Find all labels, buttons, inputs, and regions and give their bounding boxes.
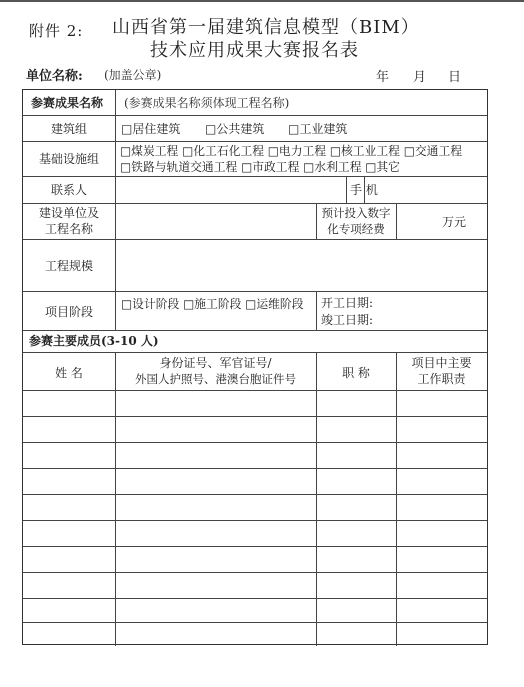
row-divider — [23, 494, 487, 495]
row-divider — [23, 416, 487, 417]
builder-label-line1: 建设单位及 — [38, 206, 99, 220]
row-divider — [23, 468, 487, 469]
builder-label-line2: 工程名称 — [44, 222, 93, 236]
attachment-label: 附件 2: — [29, 22, 84, 40]
investment-label-line1: 预计投入数字 — [321, 206, 391, 220]
checkbox-public-building[interactable]: □公共建筑 — [205, 122, 265, 136]
row-divider — [23, 330, 487, 331]
date-year-label: 年 — [376, 70, 390, 85]
contact-label: 联系人 — [50, 183, 87, 197]
col-divider — [396, 352, 397, 646]
project-stage-label: 项目阶段 — [44, 305, 93, 319]
date-day-label: 日 — [448, 70, 462, 85]
row-divider — [23, 203, 487, 204]
form-title-line1: 山西省第一届建筑信息模型（BIM） — [112, 17, 420, 38]
date-month-label: 月 — [413, 70, 427, 85]
row-divider — [23, 239, 487, 240]
investment-label-line2: 化专项经费 — [327, 222, 385, 236]
form-title-line2: 技术应用成果大赛报名表 — [150, 40, 359, 61]
unit-name-label: 单位名称: — [26, 69, 83, 84]
row-divider — [23, 291, 487, 292]
checkbox-industrial-building[interactable]: □工业建筑 — [288, 122, 348, 136]
col-divider — [115, 352, 116, 646]
members-heading: 参赛主要成员(3-10 人) — [29, 334, 159, 348]
row-divider — [23, 390, 487, 391]
col-divider — [396, 203, 397, 240]
checkbox-residential-building[interactable]: □居住建筑 — [121, 122, 181, 136]
row-divider — [23, 141, 487, 142]
col-divider — [115, 90, 116, 330]
row-divider — [23, 598, 487, 599]
row-divider — [23, 572, 487, 573]
col-header-role-line1: 项目中主要 — [411, 356, 472, 370]
infra-group-label: 基础设施组 — [38, 152, 99, 166]
mobile-label: 手 机 — [350, 183, 378, 197]
col-header-id-line1: 身份证号、军官证号/ — [159, 356, 272, 370]
entry-name-label: 参赛成果名称 — [31, 96, 104, 110]
row-divider — [23, 176, 487, 177]
row-divider — [23, 115, 487, 116]
stage-options[interactable]: □设计阶段 □施工阶段 □运维阶段 — [121, 297, 304, 311]
row-divider — [23, 442, 487, 443]
infra-options-line1[interactable]: □煤炭工程 □化工石化工程 □电力工程 □核工业工程 □交通工程 — [120, 144, 463, 158]
row-divider — [23, 520, 487, 521]
start-date-label: 开工日期: — [321, 296, 374, 310]
row-divider — [23, 546, 487, 547]
infra-options-line2[interactable]: □铁路与轨道交通工程 □市政工程 □水利工程 □其它 — [120, 160, 400, 174]
unit-seal-hint: (加盖公章) — [104, 68, 162, 82]
col-divider — [316, 352, 317, 646]
col-header-id-line2: 外国人护照号、港澳台胞证件号 — [135, 372, 296, 386]
col-header-title: 职 称 — [342, 366, 370, 380]
top-border — [0, 0, 524, 2]
project-scale-label: 工程规模 — [44, 259, 93, 273]
registration-form-table — [22, 89, 488, 645]
investment-unit: 万元 — [442, 215, 467, 229]
row-divider — [23, 622, 487, 623]
col-divider — [316, 291, 317, 331]
finish-date-label: 竣工日期: — [321, 313, 374, 327]
col-header-name: 姓 名 — [55, 366, 83, 380]
col-header-role-line2: 工作职责 — [417, 372, 466, 386]
col-divider — [346, 176, 347, 204]
row-divider — [23, 352, 487, 353]
building-group-label: 建筑组 — [50, 122, 87, 136]
entry-name-field[interactable]: (参赛成果名称须体现工程名称) — [124, 96, 290, 110]
